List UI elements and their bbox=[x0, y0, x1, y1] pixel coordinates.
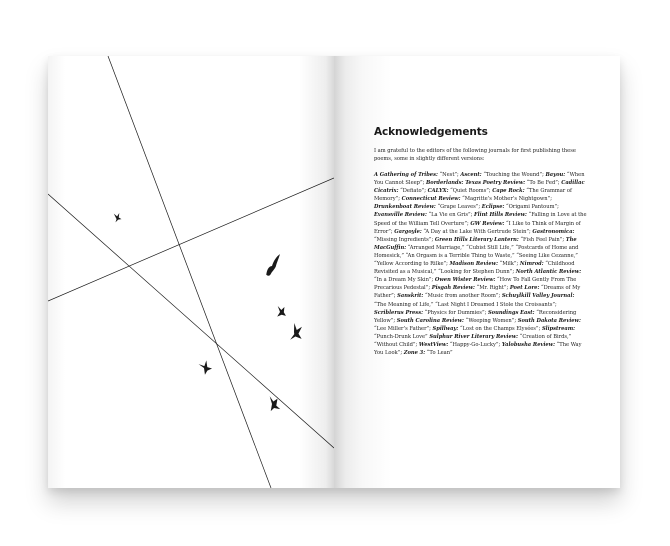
journal-name: Pisgah Review: bbox=[431, 285, 475, 292]
poem-titles: “How To Fall Gently From The Precarious Pedestal”; bbox=[374, 277, 577, 292]
journal-name: Evansville Review: bbox=[374, 212, 427, 219]
poem-titles: “Punch-Drunk Love” bbox=[374, 333, 430, 340]
bird-icon bbox=[275, 305, 288, 319]
poem-titles: “The Meaning of Life,” “Last Night I Dreamed I Stole the Croissants”; bbox=[374, 301, 557, 308]
poem-titles: “Lost on the Champs Elysées”; bbox=[458, 325, 542, 332]
poem-titles: “Mr. Right”; bbox=[474, 285, 510, 292]
poem-titles: “Happy-Go-Lucky”; bbox=[448, 341, 502, 348]
page-title: Acknowledgements bbox=[374, 126, 488, 138]
journal-name: Scriblerus Press: bbox=[374, 309, 423, 316]
journal-name: Madison Review: bbox=[449, 261, 498, 268]
diagonal-line-steep bbox=[108, 56, 271, 488]
poem-titles: “Nest”; bbox=[437, 172, 461, 178]
poem-titles: “Touching the Wound”; bbox=[481, 172, 546, 178]
poem-titles: “A Day at the Lake With Gertrude Stein”; bbox=[421, 228, 533, 235]
bird-icon bbox=[198, 359, 213, 375]
journal-name: South Dakota Review: bbox=[517, 317, 581, 324]
journal-name: Soundings East: bbox=[487, 309, 535, 316]
journal-name: Cape Rock: bbox=[492, 188, 525, 195]
journal-name: Borderlands: Texas Poetry Review: bbox=[425, 180, 526, 187]
poem-titles: “Fish Feel Pain”; bbox=[518, 236, 566, 243]
journal-name: Yalobusha Review: bbox=[501, 341, 556, 348]
poem-titles: “Grape Leaves”; bbox=[435, 204, 482, 211]
journal-name: Gargoyle: bbox=[394, 228, 422, 235]
poem-titles: “Quiet Rooms”; bbox=[448, 188, 493, 195]
journal-name: A Gathering of Tribes: bbox=[374, 172, 438, 178]
poem-titles: “Lee Miller’s Father”; bbox=[374, 325, 433, 332]
bird-icon bbox=[261, 254, 285, 276]
poem-titles: “Creation of Birds,” “Without Child”; bbox=[374, 333, 572, 348]
journal-name: Green Hills Literary Lantern: bbox=[434, 236, 519, 243]
journal-name: Flint Hills Review: bbox=[474, 212, 527, 219]
journal-name: Sulphur River Literary Review: bbox=[429, 333, 519, 340]
poem-titles: “Music from another Room”; bbox=[423, 293, 502, 300]
journal-name: Spillway: bbox=[432, 325, 459, 332]
poem-titles: “Arranged Marriage,” “Cubist Still Life,” “Postcards of Home and Homesick,” “An Orgasm is a Terrible Thing to Waste,” “Seeing Like Cezanne,” “Yellow According to Rilke”; bbox=[374, 244, 579, 268]
journal-name: The MacGuffin: bbox=[374, 236, 577, 251]
right-page bbox=[334, 56, 620, 488]
journal-name: Cadillac Cicatrix: bbox=[374, 180, 585, 195]
poem-titles: “Childhood Revisited as a Musical,” “Looking for Stephen Dunn”; bbox=[374, 261, 575, 276]
poem-titles: “Physics for Dummies”; bbox=[422, 309, 488, 316]
poem-titles: “Defiato”; bbox=[398, 188, 428, 195]
journal-name: Poet Lore: bbox=[509, 285, 540, 292]
journal-name: Ascent: bbox=[460, 172, 482, 178]
acknowledgements-section bbox=[374, 126, 588, 357]
journal-name: Eclipse: bbox=[481, 204, 505, 211]
poem-titles: “Reconsidering Yellow”; bbox=[374, 309, 577, 324]
poem-titles: “Dreams of My Father”; bbox=[374, 285, 581, 300]
poem-titles: “To Lean” bbox=[425, 350, 453, 357]
poem-titles: “When You Cannot Sleep”; bbox=[374, 172, 585, 187]
poem-titles: “Milk”; bbox=[497, 261, 520, 268]
journal-name: North Atlantic Review: bbox=[515, 269, 582, 276]
intro-paragraph: I am grateful to the editors of the following journals for first publishing these poems, some in slightly different versions: bbox=[374, 148, 576, 162]
journal-name: Slipstream: bbox=[541, 325, 576, 332]
diagonal-line-falling bbox=[48, 194, 334, 448]
bird-line-illustration bbox=[48, 56, 334, 488]
journal-name: Drunkenboat Review: bbox=[374, 204, 436, 211]
poem-titles: “To Be Fed”; bbox=[525, 180, 562, 187]
journal-name: Nimrod: bbox=[519, 261, 544, 268]
poem-titles: “Weeping Women”; bbox=[463, 317, 518, 324]
poem-titles: “The Grammar of Memory”; bbox=[374, 188, 572, 203]
credits-paragraph bbox=[374, 171, 588, 357]
journal-name: CALYX: bbox=[427, 188, 449, 195]
bird-icon bbox=[267, 396, 282, 412]
journal-name: Zone 3: bbox=[403, 350, 426, 357]
bird-icon bbox=[288, 323, 305, 343]
poem-titles: “Origami Pantoum”; bbox=[504, 204, 559, 211]
journal-name: Gastronomica: bbox=[532, 228, 575, 235]
poem-titles: “In a Dream My Skin”; bbox=[374, 277, 435, 284]
journal-name: Owen Wister Review: bbox=[434, 277, 496, 284]
poem-titles: “Falling in Love at the Speed of the William Tell Overture”; bbox=[374, 212, 587, 227]
journal-name: WestView: bbox=[418, 341, 449, 348]
poem-titles: “Missing Ingredients”; bbox=[374, 236, 435, 243]
journal-name: Sanskrit: bbox=[397, 293, 424, 300]
journal-name: South Carolina Review: bbox=[396, 317, 464, 324]
journal-name: GW Review: bbox=[470, 220, 505, 227]
poem-titles: “I Like to Think of Margin of Error”; bbox=[374, 220, 581, 235]
journal-name: Bayou: bbox=[545, 172, 566, 178]
open-book bbox=[48, 56, 620, 488]
diagonal-line-rising bbox=[48, 178, 334, 301]
bird-icon bbox=[114, 213, 122, 222]
left-page bbox=[48, 56, 334, 488]
poem-titles: “The Way You Look”; bbox=[374, 341, 582, 357]
poem-titles: “La Vie en Gris”; bbox=[426, 212, 475, 219]
journal-name: Connecticut Review: bbox=[401, 196, 461, 203]
poem-titles: “Magritte’s Mother’s Nightgown”; bbox=[460, 196, 552, 203]
journal-name: Schuylkill Valley Journal: bbox=[501, 293, 575, 300]
